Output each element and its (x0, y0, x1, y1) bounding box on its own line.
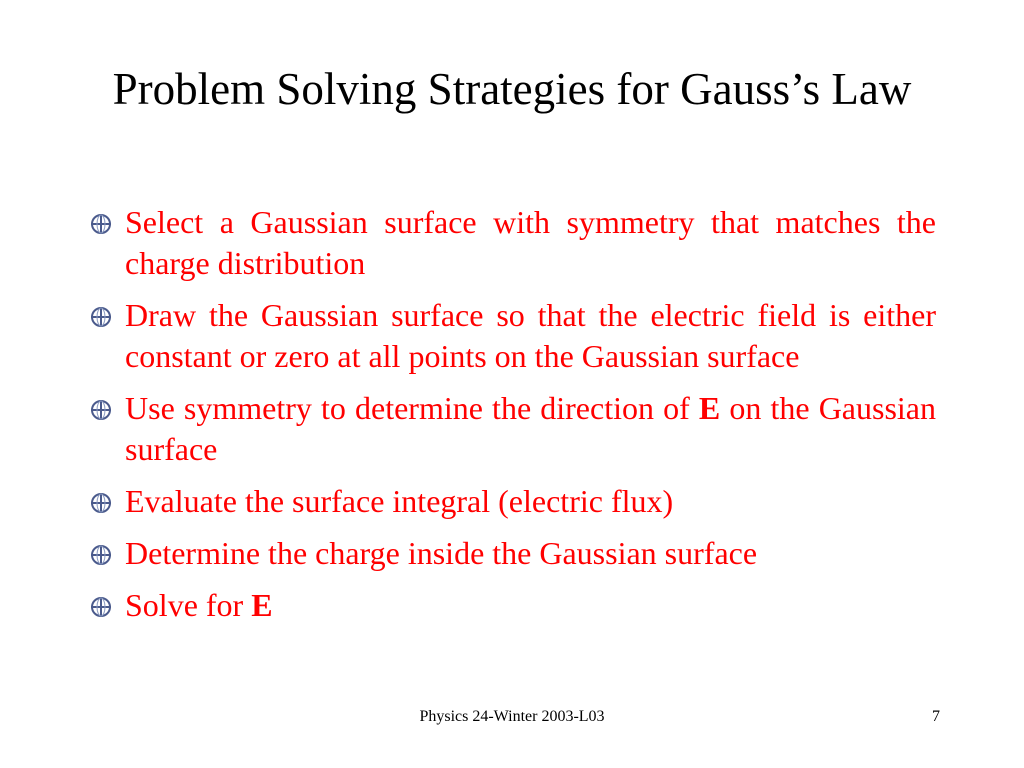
electric-field-symbol: E (698, 390, 721, 426)
electric-field-symbol: E (251, 587, 273, 623)
page-number: 7 (932, 708, 940, 725)
slide-title: Problem Solving Strategies for Gauss’s Law (112, 64, 912, 114)
bullet-text-start: Use symmetry to determine the direction of (125, 390, 699, 426)
bullet-text: Draw the Gaussian surface so that the electric field is either constant or zero at all points on the Gaussian surface (125, 297, 936, 374)
globe-target-icon (90, 596, 112, 618)
bullet-text: Determine the charge inside the Gaussian surface (125, 535, 758, 571)
globe-target-icon (90, 306, 112, 328)
bullet-item (90, 295, 936, 377)
globe-target-icon (90, 544, 112, 566)
globe-target-icon (90, 213, 112, 235)
footer-course: Physics 24-Winter 2003-L03 (419, 708, 605, 725)
bullet-list (90, 202, 936, 637)
bullet-text-start: Solve for (125, 587, 252, 623)
bullet-item (90, 533, 936, 574)
bullet-text: Evaluate the surface integral (electric flux) (125, 483, 674, 519)
bullet-item (90, 481, 936, 522)
bullet-item (90, 202, 936, 284)
globe-target-icon (90, 399, 112, 421)
bullet-item (90, 585, 936, 626)
bullet-text: Select a Gaussian surface with symmetry that matches the charge distribution (125, 204, 936, 281)
globe-target-icon (90, 492, 112, 514)
bullet-text-end: on the Gaussian surface (125, 390, 937, 467)
bullet-item (90, 388, 936, 470)
